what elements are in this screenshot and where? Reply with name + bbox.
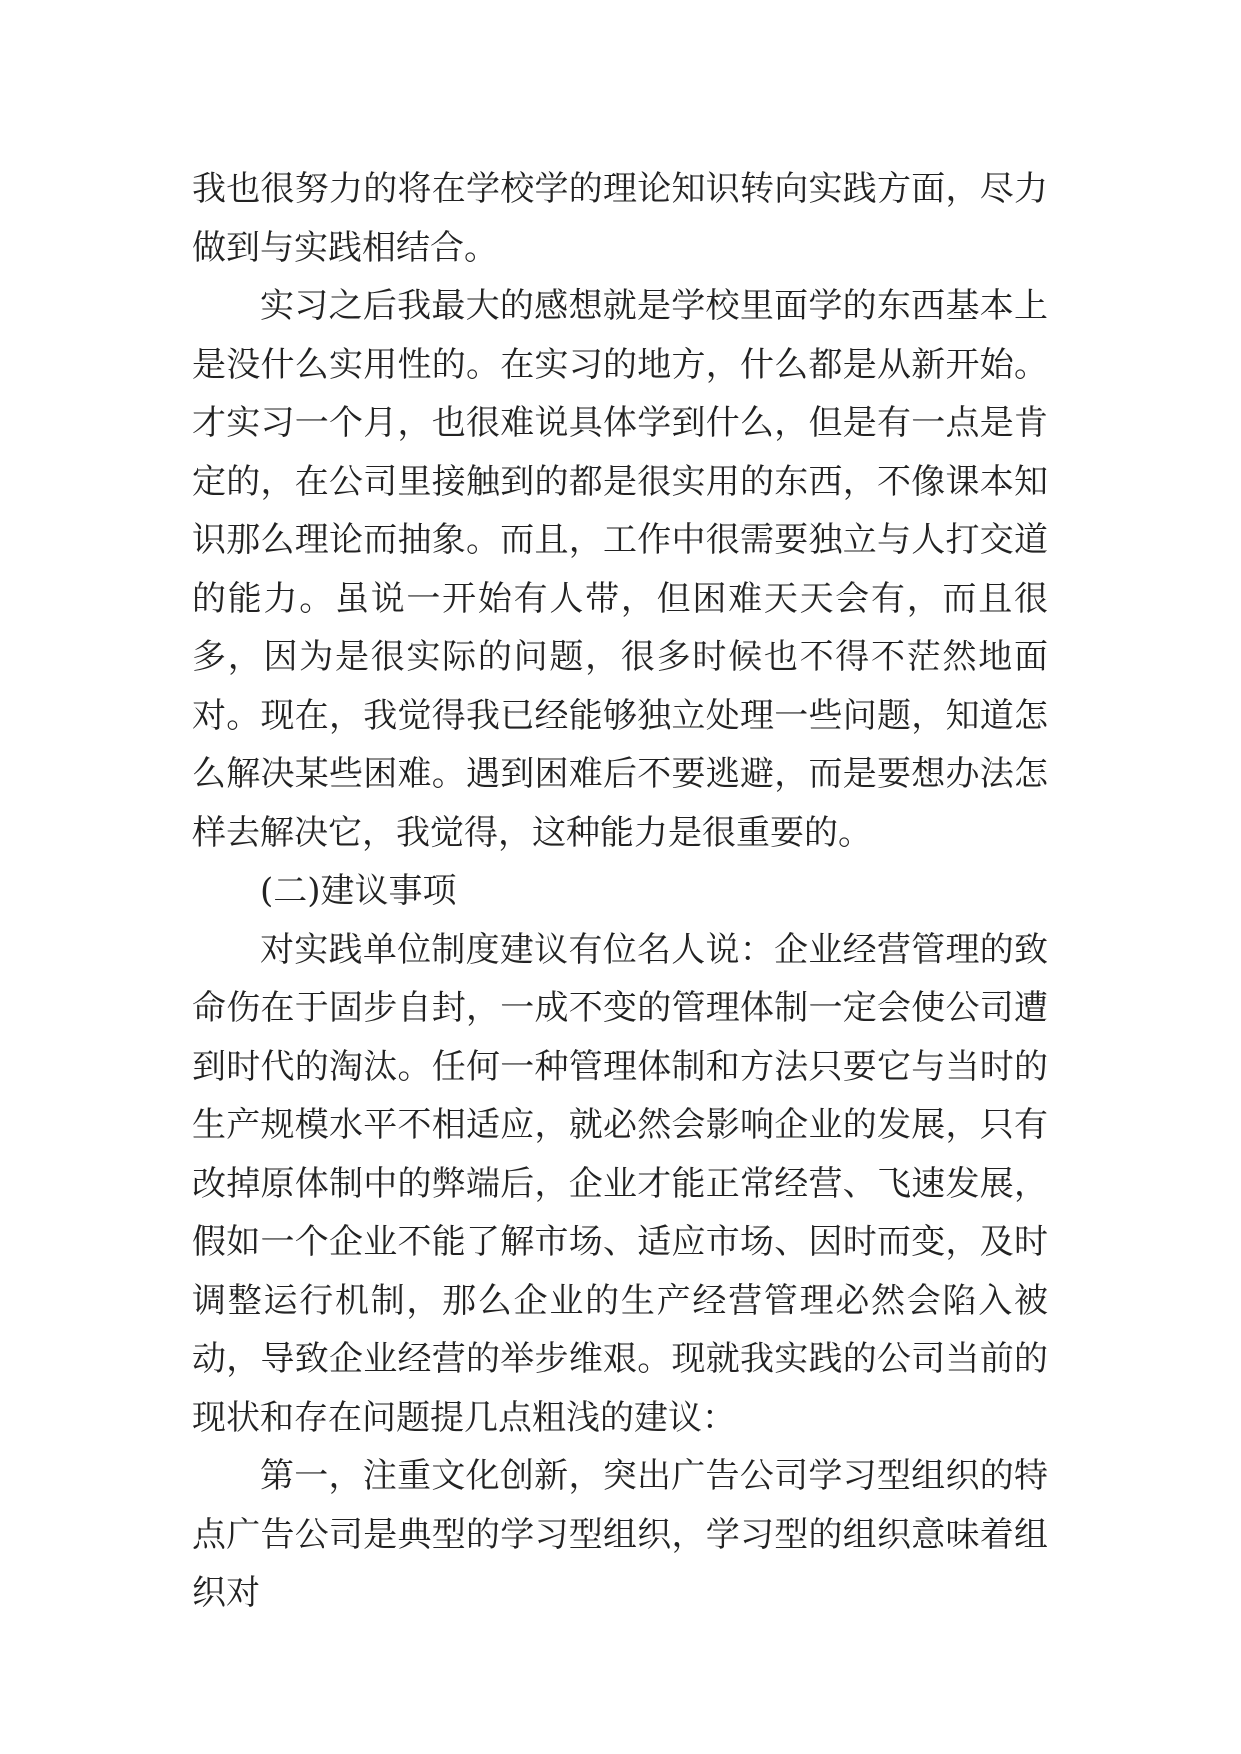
paragraph-first-suggestion: 第一，注重文化创新，突出广告公司学习型组织的特点广告公司是典型的学习型组织，学习型的组织意味着组织对 <box>192 1456 1048 1613</box>
section-heading-suggestions: (二)建议事项 <box>260 871 457 911</box>
paragraph-continuation: 我也很努力的将在学校学的理论知识转向实践方面，尽力做到与实践相结合。 <box>192 169 1048 268</box>
paragraph-internship-reflection: 实习之后我最大的感想就是学校里面学的东西基本上是没什么实用性的。在实习的地方，什么都是从新开始。才实习一个月，也很难说具体学到什么，但是有一点是肯定的，在公司里接触到的都是很实用的东西，不像课本知识那么理论而抽象。而且，工作中很需要独立与人打交道的能力。虽说一开始有人带，但困难天天会有，而且很多，因为是很实际的问题，很多时候也不得不茫然地面对。现在，我觉得我已经能够独立处理一些问题，知道怎么解决某些困难。遇到困难后不要逃避，而是要想办法怎样去解决它，我觉得，这种能力是很重要的。 <box>192 286 1048 853</box>
document-body <box>192 160 1048 1623</box>
paragraph-system-suggestion: 对实践单位制度建议有位名人说：企业经营管理的致命伤在于固步自封，一成不变的管理体制一定会使公司遭到时代的淘汰。任何一种管理体制和方法只要它与当时的生产规模水平不相适应，就必然会影响企业的发展，只有改掉原体制中的弊端后，企业才能正常经营、飞速发展，假如一个企业不能了解市场、适应市场、因时而变，及时调整运行机制，那么企业的生产经营管理必然会陷入被动，导致企业经营的举步维艰。现就我实践的公司当前的现状和存在问题提几点粗浅的建议： <box>192 929 1048 1438</box>
